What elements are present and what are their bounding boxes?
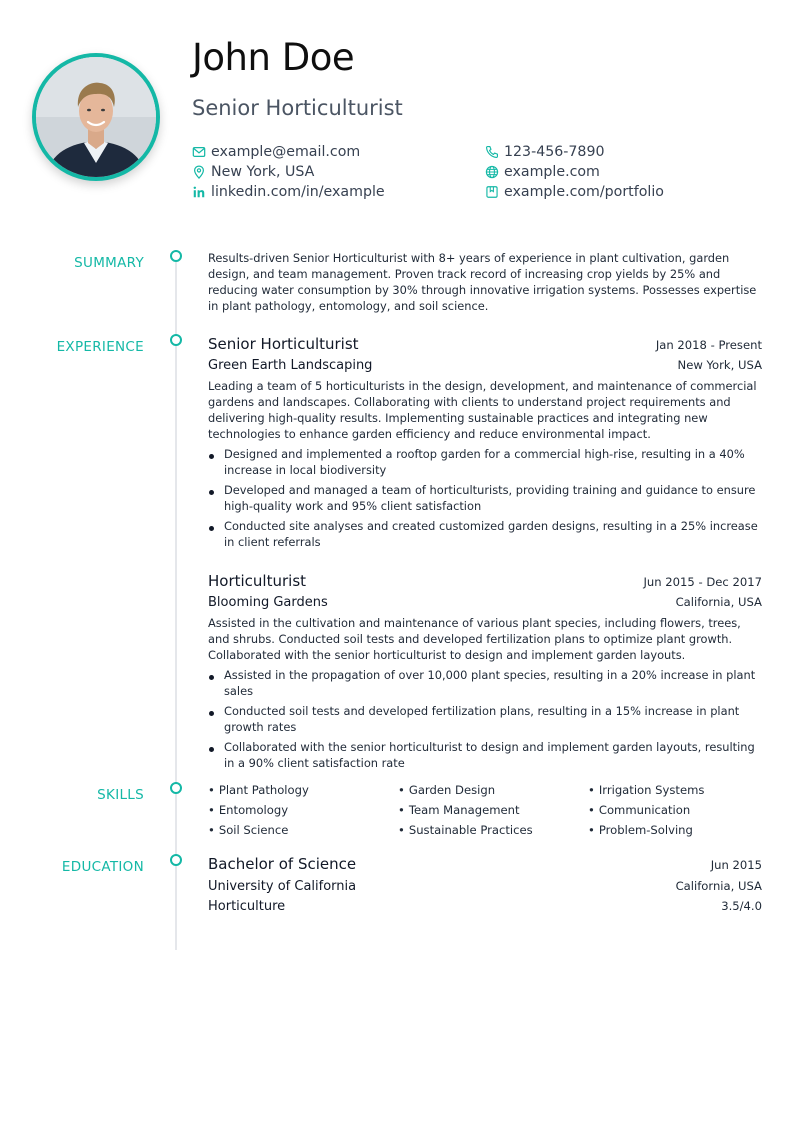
education-school: University of California bbox=[208, 879, 357, 894]
contact-linkedin-text: linkedin.com/in/example bbox=[211, 184, 385, 200]
job-achievements bbox=[208, 446, 762, 550]
contact-email[interactable] bbox=[192, 142, 360, 162]
skill-item: • Team Management bbox=[398, 802, 588, 818]
experience-heading: EXPERIENCE bbox=[56, 339, 144, 355]
contact-linkedin[interactable] bbox=[192, 182, 385, 202]
education-gpa: 3.5/4.0 bbox=[721, 899, 762, 913]
mail-icon bbox=[192, 145, 206, 159]
skill-item: • Plant Pathology bbox=[208, 782, 398, 798]
experience-timeline-dot bbox=[170, 334, 182, 346]
skills-grid bbox=[208, 782, 762, 838]
candidate-title: Senior Horticulturist bbox=[192, 96, 403, 120]
skills-timeline-dot bbox=[170, 782, 182, 794]
contact-location bbox=[192, 162, 314, 182]
contact-location-text: New York, USA bbox=[211, 164, 315, 180]
contact-website-text: example.com bbox=[504, 164, 600, 180]
skills-heading: SKILLS bbox=[97, 787, 144, 803]
contact-phone-text: 123-456-7890 bbox=[504, 144, 605, 160]
education-location: California, USA bbox=[675, 879, 762, 893]
skill-item: • Soil Science bbox=[208, 822, 398, 838]
job-description: Leading a team of 5 horticulturists in the design, development, and maintenance of commercial gardens and landscapes. Collaborating with clients to understand project requirements and delivering high-quality results. Implementing sustainable practices and integrating new technologies to enhance garden efficiency and reduce environmental impact. bbox=[208, 379, 757, 441]
job-date: Jan 2018 - Present bbox=[655, 338, 762, 352]
globe-icon bbox=[485, 165, 499, 179]
skill-item: • Garden Design bbox=[398, 782, 588, 798]
job-location: New York, USA bbox=[677, 358, 762, 372]
experience-item bbox=[208, 572, 762, 771]
education-field: Horticulture bbox=[208, 899, 286, 914]
skill-item: • Irrigation Systems bbox=[588, 782, 762, 798]
skill-item: • Sustainable Practices bbox=[398, 822, 588, 838]
timeline-line bbox=[175, 262, 177, 950]
summary-text: Results-driven Senior Horticulturist with 8+ years of experience in plant cultivation, garden design, and team management. Proven track record of increasing crop yields by 25% and reducing water consumption by 30% through innovative irrigation systems. Possesses expertise in plant pathology, entomology, and soil science. bbox=[208, 251, 757, 313]
contact-portfolio-text: example.com/portfolio bbox=[504, 184, 664, 200]
achievement-item: Conducted soil tests and developed fertilization plans, resulting in a 15% increase in plant growth rates bbox=[208, 703, 762, 735]
job-date: Jun 2015 - Dec 2017 bbox=[643, 575, 762, 589]
education-heading: EDUCATION bbox=[61, 859, 144, 875]
job-achievements bbox=[208, 667, 762, 771]
achievement-item: Conducted site analyses and created customized garden designs, resulting in a 25% increase in client referrals bbox=[208, 518, 762, 550]
portfolio-icon bbox=[485, 185, 499, 199]
summary-timeline-dot bbox=[170, 250, 182, 262]
contact-website[interactable] bbox=[485, 162, 600, 182]
skill-item: • Entomology bbox=[208, 802, 398, 818]
location-pin-icon bbox=[192, 165, 206, 179]
summary-heading: SUMMARY bbox=[74, 255, 144, 271]
linkedin-icon bbox=[192, 185, 206, 199]
achievement-item: Assisted in the propagation of over 10,000 plant species, resulting in a 20% increase in plant sales bbox=[208, 667, 762, 699]
education-degree: Bachelor of Science bbox=[208, 855, 357, 873]
job-title: Horticulturist bbox=[208, 572, 307, 590]
achievement-item: Collaborated with the senior horticulturist to design and implement garden layouts, resulting in a 90% client satisfaction rate bbox=[208, 739, 762, 771]
experience-item bbox=[208, 335, 762, 550]
job-location: California, USA bbox=[675, 595, 762, 609]
skills-section bbox=[208, 782, 762, 838]
skill-item: • Communication bbox=[588, 802, 762, 818]
summary-section bbox=[208, 250, 762, 314]
job-title: Senior Horticulturist bbox=[208, 335, 359, 353]
education-timeline-dot bbox=[170, 854, 182, 866]
education-date: Jun 2015 bbox=[710, 858, 762, 872]
contact-phone[interactable] bbox=[485, 142, 605, 162]
contact-portfolio[interactable] bbox=[485, 182, 664, 202]
job-description: Assisted in the cultivation and maintenance of various plant species, including flowers, trees, and shrubs. Conducted soil tests and developed fertilization plans to optimize plant growth. Collaborated with the senior horticulturist to design and implement garden layouts. bbox=[208, 616, 741, 662]
phone-icon bbox=[485, 145, 499, 159]
achievement-item: Developed and managed a team of horticulturists, providing training and guidance to ensure high-quality work and 95% client satisfaction bbox=[208, 482, 762, 514]
achievement-item: Designed and implemented a rooftop garden for a commercial high-rise, resulting in a 40% increase in local biodiversity bbox=[208, 446, 762, 478]
contact-email-text: example@email.com bbox=[211, 144, 361, 160]
education-item bbox=[208, 855, 762, 914]
job-company: Blooming Gardens bbox=[208, 595, 328, 610]
skill-item: • Problem-Solving bbox=[588, 822, 762, 838]
candidate-name: John Doe bbox=[192, 36, 355, 79]
profile-photo bbox=[32, 53, 160, 181]
job-company: Green Earth Landscaping bbox=[208, 358, 373, 373]
